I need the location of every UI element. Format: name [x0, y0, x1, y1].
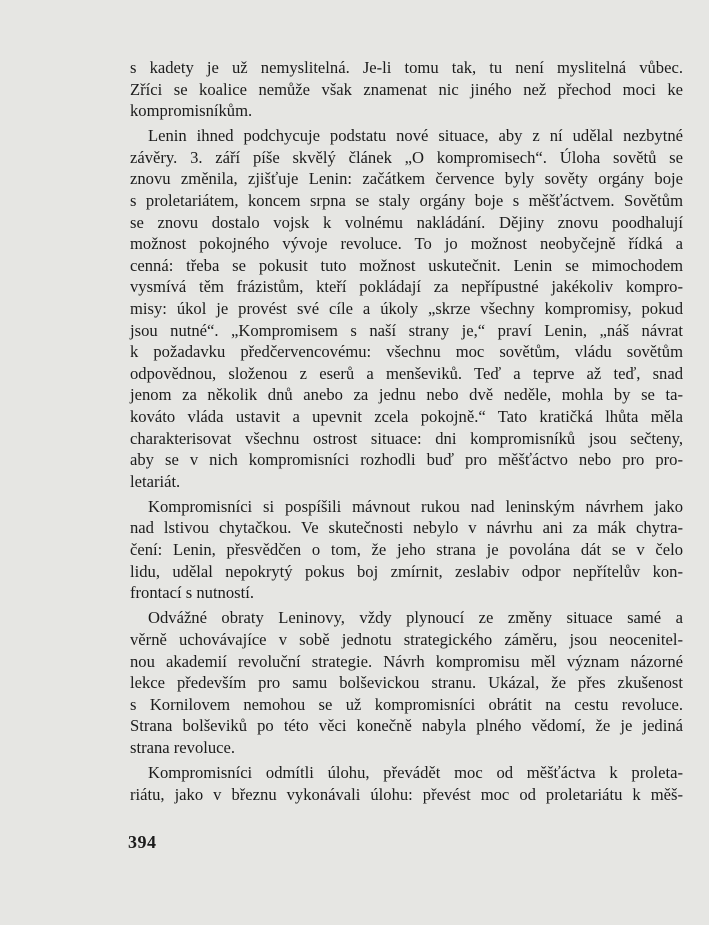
text-line: Strana bolševiků po této věci konečně nabyla plného vědomí, že je jediná — [130, 716, 683, 736]
text-line: s Kornilovem nemohou se už kompromisníci obrátit na cestu revoluce. — [130, 694, 683, 714]
text-line: jsou nutné“. „Kompromisem s naší strany je,“ praví Lenin, „náš návrat — [130, 320, 683, 340]
text-line: Kompromisníci odmítli úlohu, převádět moc od měšťáctva k proleta- — [148, 763, 683, 782]
text-line: čení: Lenin, přesvědčen o tom, že jeho strana je povolána dát se v čelo — [130, 540, 683, 560]
paragraph — [130, 125, 683, 492]
text-line: Odvážné obraty Leninovy, vždy plynoucí ze změny situace samé a — [148, 608, 683, 628]
text-line: věrně uchovávajíce v sobě jednotu strategického záměru, jsou neocenitel- — [130, 629, 683, 649]
text-line: Lenin ihned podchycuje podstatu nové situace, aby z ní udělal nezbytné — [148, 126, 683, 146]
text-line: znovu změnila, zjišťuje Lenin: začátkem července byly sověty orgány boje — [130, 169, 683, 189]
text-line: nou akademií revoluční strategie. Návrh kompromisu měl význam názorné — [130, 651, 683, 671]
text-line: se znovu dostalo vojsk k volnému nakládání. Dějiny znovu poodhalují — [130, 212, 683, 232]
text-line: kováto vláda ustavit a upevnit zcela pokojně.“ Tato kratičká lhůta měla — [130, 407, 683, 426]
text-line: jenom za několik dnů anebo za jednu nebo dvě neděle, mohla by se ta- — [130, 385, 683, 405]
text-line: frontací s nutností. — [130, 583, 254, 603]
text-line: s kadety je už nemyslitelná. Je-li tomu tak, tu není myslitelná vůbec. — [130, 58, 683, 77]
text-line: možnost pokojného vývoje revoluce. To jo možnost neobyčejně řídká a — [130, 234, 683, 254]
text-line: nad lstivou chytačkou. Ve skutečnosti nebylo v návrhu ani za mák chytra- — [130, 518, 683, 538]
text-line: vysmívá těm frázistům, kteří pokládají za nepřípustné jakékoliv kompro- — [130, 277, 683, 297]
text-line: strana revoluce. — [130, 737, 236, 757]
text-line: závěry. 3. září píše skvělý článek „O kompromisech“. Úloha sovětů se — [130, 147, 683, 167]
paragraph — [130, 607, 683, 758]
text-line: misy: úkol je provést své cíle a úkoly „skrze všechny kompromisy, pokud — [130, 299, 683, 319]
text-line: riátu, jako v březnu vykonávali úlohu: převést moc od proletariátu k měš- — [130, 784, 683, 804]
text-line: Zříci se koalice nemůže však znamenat nic jiného než přechod moci ke — [130, 79, 683, 99]
page-body-text — [130, 57, 683, 809]
text-line: lekce především pro samu bolševickou stranu. Ukázal, že přes zkušenost — [130, 673, 683, 693]
text-line: kompromisníkům. — [130, 101, 253, 121]
paragraph — [130, 762, 683, 805]
text-line: aby se v nich kompromisníci rozhodli buď pro měšťáctvo nebo pro pro- — [130, 450, 683, 470]
text-line: cenná: třeba se pokusit tuto možnost uskutečnit. Lenin se mimochodem — [130, 255, 683, 275]
text-line: lidu, udělal nepokrytý pokus boj zmírnit, zeslabiv odpor nepřítelův kon- — [130, 561, 683, 581]
paragraph — [130, 496, 683, 604]
text-line: odpovědnou, složenou z eserů a menševiků. Teď a teprve až teď, snad — [130, 363, 683, 383]
text-line: k požadavku předčervencovému: všechnu moc sovětům, vládu sovětům — [130, 342, 683, 362]
text-line: charakterisovat všechnu ostrost situace: dni kompromisníků jsou sečteny, — [130, 428, 683, 448]
page-number: 394 — [128, 832, 157, 852]
text-line: s proletariátem, koncem srpna se staly orgány boje s měšťáctvem. Sovětům — [130, 191, 683, 211]
text-line: letariát. — [130, 471, 181, 491]
paragraph — [130, 57, 683, 122]
text-line: Kompromisníci si pospíšili mávnout rukou nad leninským návrhem jako — [148, 496, 683, 516]
